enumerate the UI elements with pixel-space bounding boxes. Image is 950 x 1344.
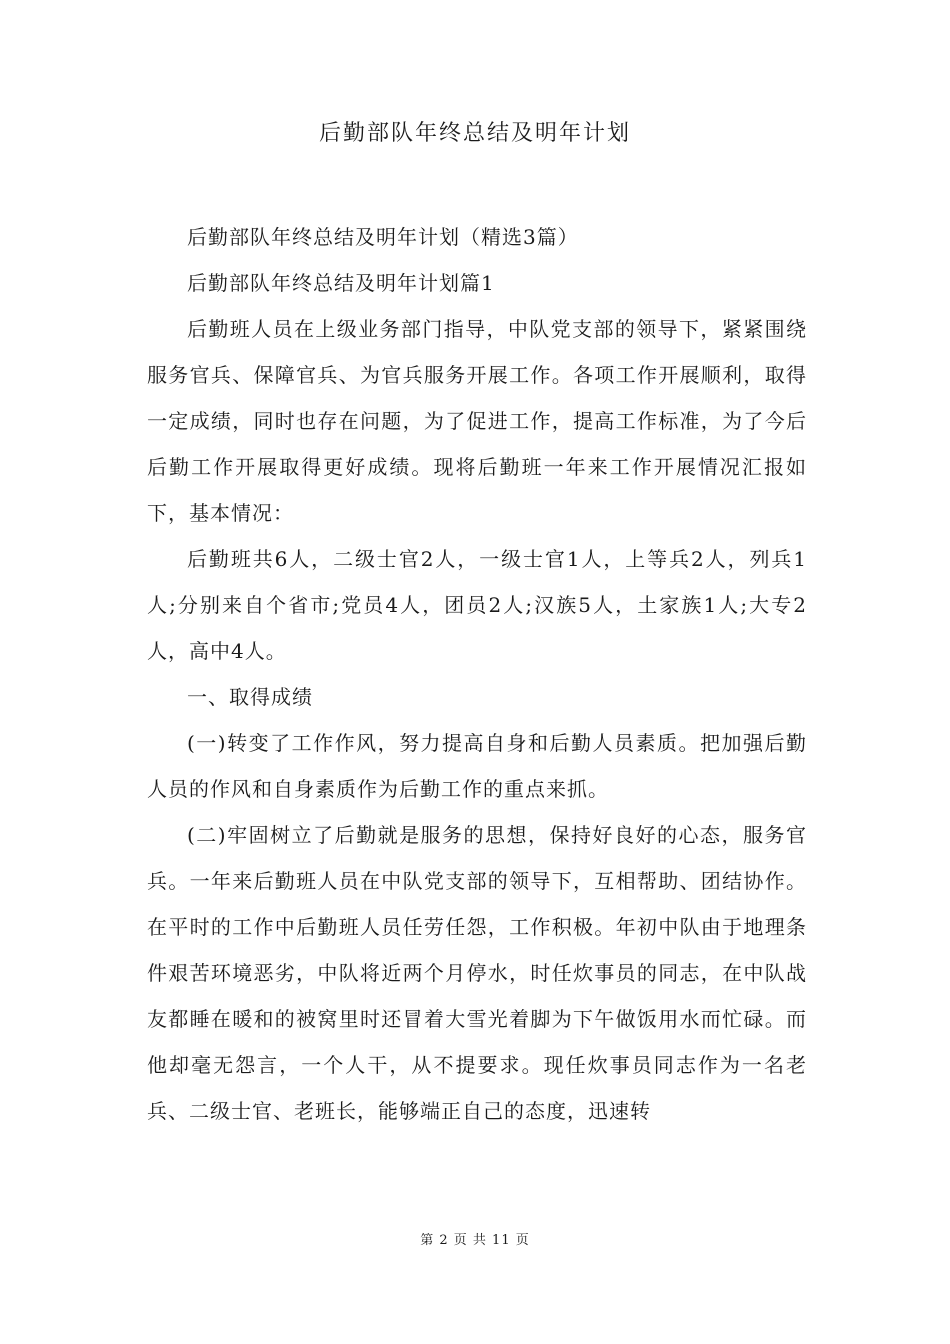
paragraph-heading: 一、取得成绩 <box>187 685 313 709</box>
paragraph: (一)转变了工作作风，努力提高自身和后勤人员素质。把加强后勤人员的作风和自身素质作为后勤工作的重点来抓。 <box>147 731 807 801</box>
page-number: 第 2 页 共 11 页 <box>420 1233 530 1248</box>
paragraph: 后勤班人员在上级业务部门指导，中队党支部的领导下，紧紧围绕服务官兵、保障官兵、为官兵服务开展工作。各项工作开展顺利，取得一定成绩，同时也存在问题，为了促进工作，提高工作标准，为了今后后勤工作开展取得更好成绩。现将后勤班一年来工作开展情况汇报如下，基本情况： <box>147 317 807 525</box>
paragraph-section-heading: 后勤部队年终总结及明年计划篇1 <box>187 271 495 295</box>
document-title: 后勤部队年终总结及明年计划 <box>318 121 631 146</box>
document-body <box>147 214 807 1134</box>
paragraph-subtitle: 后勤部队年终总结及明年计划（精选3篇） <box>187 225 579 249</box>
paragraph: (二)牢固树立了后勤就是服务的思想，保持好良好的心态，服务官兵。一年来后勤班人员在中队党支部的领导下，互相帮助、团结协作。在平时的工作中后勤班人员任劳任怨，工作积极。年初中队由于地理条件艰苦环境恶劣，中队将近两个月停水，时任炊事员的同志，在中队战友都睡在暖和的被窝里时还冒着大雪光着脚为下午做饭用水而忙碌。而他却毫无怨言，一个人干，从不提要求。现任炊事员同志作为一名老兵、二级士官、老班长，能够端正自己的态度，迅速转 <box>147 823 807 1123</box>
paragraph: 后勤班共6人，二级士官2人，一级士官1人，上等兵2人，列兵1人;分别来自个省市;党员4人，团员2人;汉族5人，土家族1人;大专2人，高中4人。 <box>147 547 807 663</box>
